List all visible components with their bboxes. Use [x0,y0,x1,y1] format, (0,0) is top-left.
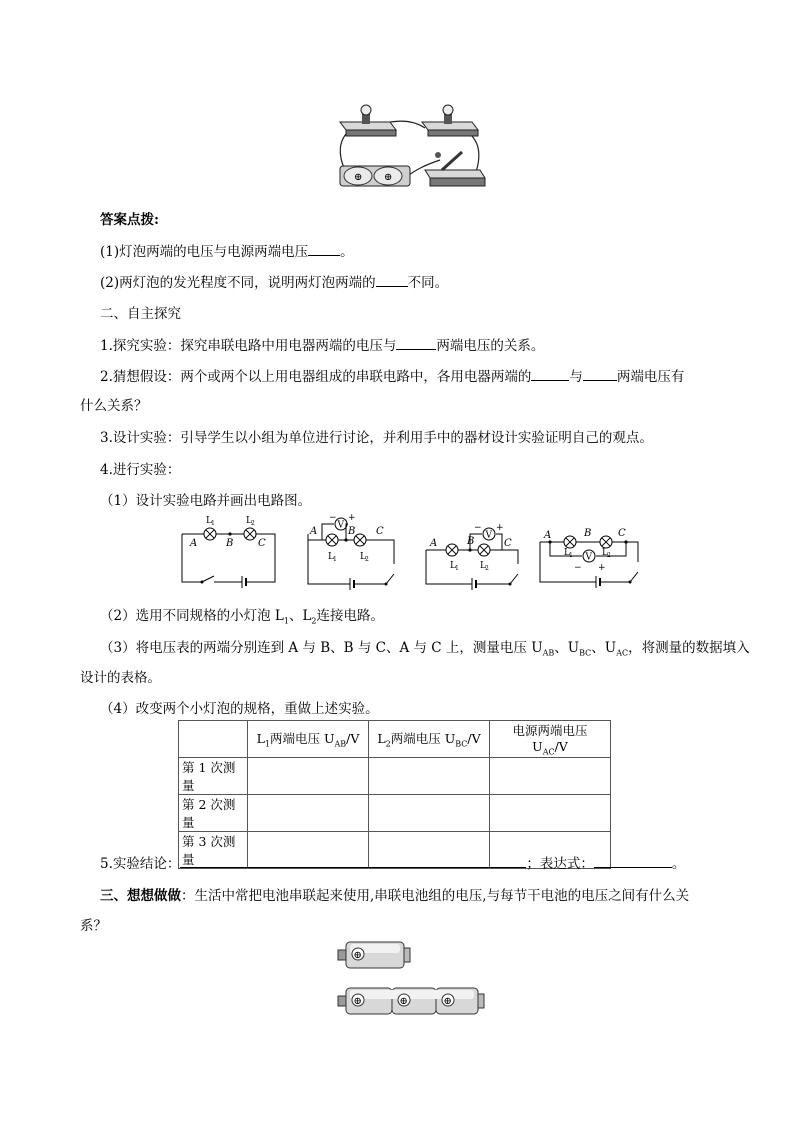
table-row [179,794,611,831]
answer-blank[interactable] [583,368,617,381]
svg-text:+: + [348,513,356,523]
svg-text:⊕: ⊕ [354,172,363,183]
svg-text:1: 1 [455,565,459,572]
table-header-cell [179,721,248,758]
svg-text:⊕: ⊕ [353,950,362,961]
step4-text: （4）改变两个小灯泡的规格，重做上述实验。 [100,701,379,717]
measurement-table [178,720,611,869]
section2-item1: 1.探究实验：探究串联电路中用电器两端的电压与 两端电压的关系。 [100,338,545,354]
section2-item3: 3.设计实验：引导学生以小组为单位进行讨论，并利用手中的器材设计实验证明自己的观点。 [100,430,653,446]
label-B: B [226,538,234,549]
svg-text:L: L [360,552,366,562]
svg-text:⊕: ⊕ [353,996,362,1007]
svg-text:2: 2 [365,556,369,563]
answer-blank[interactable] [396,337,436,350]
section3-text: 三、想想做做：生活中常把电池串联起来使用,串联电池组的电压,与每节干电池的电压之间有什么关 [100,888,690,904]
table-header-cell: $L_2$两端电压 $U_{BC}/V$ [369,721,490,758]
section2-item2-line2: 什么关系？ [80,398,148,414]
table-header-row [179,721,611,758]
svg-text:L: L [328,552,334,562]
answer-blank[interactable] [531,368,569,381]
table-cell[interactable] [369,757,490,794]
svg-text:⊕: ⊕ [443,996,452,1007]
svg-text:V: V [585,552,592,563]
svg-text:A: A [544,530,552,541]
answer-hint-heading: 答案点拨: [100,212,159,228]
svg-text:1: 1 [333,556,337,563]
step3-text-line2: 设计的表格。 [80,670,161,686]
svg-text:1: 1 [211,520,215,527]
circuit-diagrams [170,512,660,592]
svg-text:L: L [246,516,252,526]
svg-text:C: C [618,528,626,539]
section2-item4: 4.进行实验： [100,462,181,478]
svg-text:L: L [450,561,456,571]
answer-hint-q1: (1)灯泡两端的电压与电源两端电压 。 [100,244,354,260]
conclusion-blank[interactable] [180,855,526,868]
section2-heading: 二、自主探究 [100,306,181,322]
svg-text:−: − [474,523,482,533]
circuit-1 [182,516,275,588]
svg-text:1: 1 [569,552,573,559]
apparatus-illustration [330,100,490,195]
svg-text:L: L [602,548,608,558]
svg-text:⊕: ⊕ [384,172,393,183]
circuit-2 [308,513,394,590]
svg-text:−: − [574,563,582,573]
table-row [179,757,611,794]
circuit-3 [426,523,518,590]
battery-pack-illustration [336,984,488,1020]
single-battery-illustration [336,938,416,974]
table-cell[interactable] [369,794,490,831]
svg-text:2: 2 [485,565,489,572]
label-A: A [190,538,198,549]
section2-item2: 2.猜想假设：两个或两个以上用电器组成的串联电路中，各用电器两端的 与 两端电压有 [100,369,685,385]
svg-text:A: A [310,526,318,537]
svg-text:L: L [206,516,212,526]
svg-text:+: + [598,563,606,573]
svg-text:B: B [467,536,475,547]
section3-text-line2: 系？ [80,918,107,934]
answer-hint-q2: (2)两灯泡的发光程度不同，说明两灯泡两端的 不同。 [100,275,449,291]
row-label: 第 3 次测量 [179,831,248,868]
row-label: 第 2 次测量 [179,794,248,831]
svg-text:C: C [504,538,512,549]
step3-text: （3）将电压表的两端分别连到 A 与 B、B 与 C、A 与 C 上，测量电压 $U_{AB}$、$U_{BC}$、$U_{AC}$，将测量的数据填入 [100,640,750,658]
answer-blank[interactable] [308,243,340,256]
section3-heading: 三、想想做做 [100,888,181,904]
conclusion-line: 5.实验结论： ；表达式： 。 [100,856,686,872]
expression-blank[interactable] [594,855,672,868]
row-label: 第 1 次测量 [179,757,248,794]
svg-text:C: C [376,526,384,537]
label-C: C [258,538,266,549]
svg-text:+: + [496,523,504,533]
answer-blank[interactable] [376,274,408,287]
svg-text:L: L [564,548,570,558]
svg-text:A: A [430,538,438,549]
svg-text:⊕: ⊕ [399,996,408,1007]
table-cell[interactable] [490,794,611,831]
table-header-cell: $L_1$两端电压 $U_{AB}/V$ [248,721,369,758]
svg-text:B: B [348,526,356,537]
svg-text:V: V [485,530,492,541]
table-cell[interactable] [248,794,369,831]
circuit-4 [540,528,638,588]
table-cell[interactable] [490,757,611,794]
svg-text:−: − [329,513,337,523]
table-header-cell: 电源两端电压 $U_{AC}/V$ [490,721,611,758]
svg-text:2: 2 [607,552,611,559]
svg-text:B: B [584,528,592,539]
step1-text: （1）设计实验电路并画出电路图。 [100,493,312,509]
svg-text:2: 2 [251,520,255,527]
step2-text: （2）选用不同规格的小灯泡 $L_1$、$L_2$连接电路。 [100,608,385,626]
svg-text:V: V [337,520,344,531]
table-cell[interactable] [248,757,369,794]
svg-text:L: L [480,561,486,571]
